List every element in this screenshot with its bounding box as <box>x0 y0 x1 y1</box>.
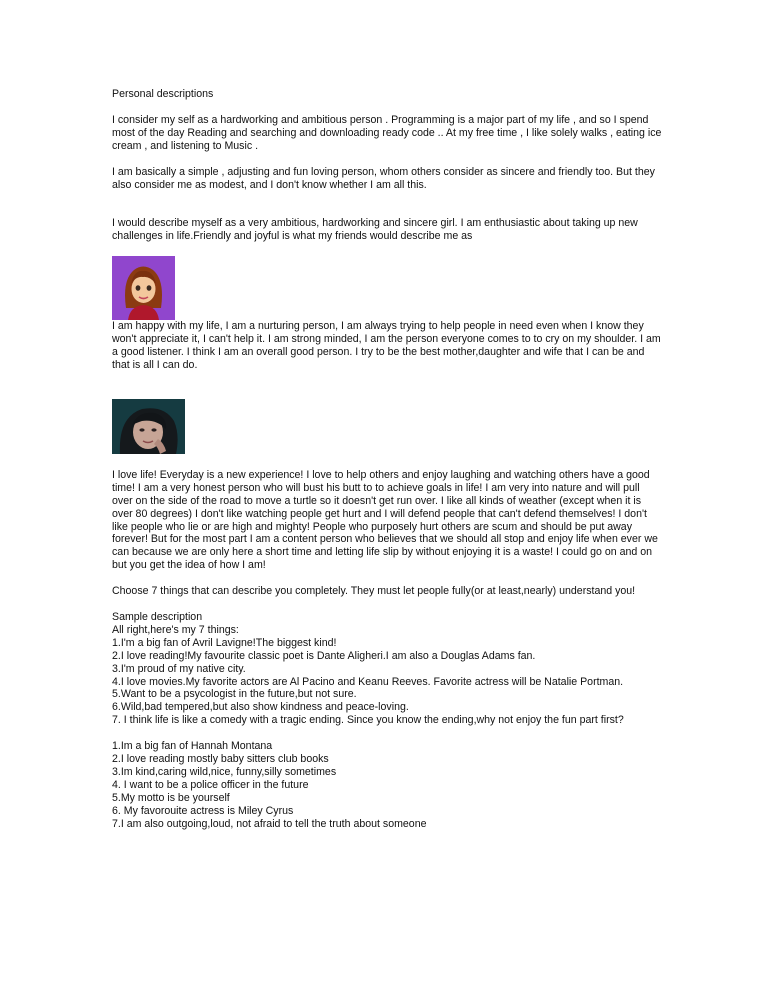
document-title: Personal descriptions <box>112 88 214 100</box>
list-spacer <box>112 727 663 740</box>
list-item: 6. My favorouite actress is Miley Cyrus <box>112 804 294 817</box>
paragraph-choose-seven: Choose 7 things that can describe you completely. They must let people fully(or at least,nearly) understand you! <box>112 585 636 598</box>
list-item: 1.Im a big fan of Hannah Montana <box>112 740 273 753</box>
paragraph-programmer: I consider my self as a hardworking and ambitious person . Programming is a major part of my life , and so I spend most of the day Reading and searching and downloading ready code .. At my free time , I like solely walks , eating ice cream , and listening to Music . <box>112 113 662 152</box>
list-item: 3.Im kind,caring wild,nice, funny,silly sometimes <box>112 766 337 778</box>
paragraph-simple-person: I am basically a simple , adjusting and fun loving person, whom others consider as sincere and friendly too. But they also consider me as modest, and I don't know whether I am all this. <box>112 165 655 191</box>
list-item: 5.My motto is be yourself <box>112 791 230 804</box>
list-item: 3.I'm proud of my native city. <box>112 662 246 675</box>
paragraph-love-life: I love life! Everyday is a new experience! I love to help others and enjoy laughing and watching others have a good time! I am a very honest person who will bust his butt to to achieve goals in life! I am very into nature and will pull over on the side of the road to move a turtle so it doesn't get run over. I like all kinds of weather (except when it is over 80 degrees) I don't like watching people get hurt and I will defend people that can't defend themselves! I don't like people who lie or are high and mighty! People who purposely hurt others are scum and should be put away forever! But for the most part I am a content person who believes that we should all stop and enjoy life when ever we can because we are only here a short time and letting life slip by without enjoying it is a waste! I could go on and on but you get the idea of how I am! <box>112 468 658 572</box>
sample-intro: All right,here's my 7 things: <box>112 623 239 636</box>
list-item: 5.Want to be a psycologist in the future,but not sure. <box>112 688 357 701</box>
list-item: 7. I think life is like a comedy with a tragic ending. Since you know the ending,why not enjoy the fun part first? <box>112 714 624 727</box>
list-item: 4. I want to be a police officer in the future <box>112 778 309 791</box>
list-item: 4.I love movies.My favorite actors are Al Pacino and Keanu Reeves. Favorite actress will be Natalie Portman. <box>112 675 624 688</box>
list-item: 7.I am also outgoing,loud, not afraid to tell the truth about someone <box>112 817 427 830</box>
paragraph-nurturing-mother: I am happy with my life, I am a nurturing person, I am always trying to help people in need even when I know they won't appreciate it, I can't help it. I am strong minded, I am the person everyone comes to to cry on my shoulder. I am a good listener. I think I am an overall good person. I try to be the best mother,daughter and wife that I can be and that is all I can do. <box>112 320 661 371</box>
list-item: 6.Wild,bad tempered,but also show kindness and peace-loving. <box>112 701 409 714</box>
portrait-photo-image <box>112 399 185 454</box>
list-item: 2.I love reading!My favourite classic poet is Dante Aligheri.I am also a Douglas Adams fan. <box>112 649 536 662</box>
list-item: 1.I'm a big fan of Avril Lavigne!The biggest kind! <box>112 636 337 649</box>
sample-description-section <box>112 611 663 831</box>
paragraph-ambitious-girl: I would describe myself as a very ambitious, hardworking and sincere girl. I am enthusiastic about taking up new challenges in life.Friendly and joyful is what my friends would describe me as <box>112 217 638 243</box>
cartoon-avatar-image <box>112 256 175 320</box>
sample-heading: Sample description <box>112 611 203 624</box>
list-item: 2.I love reading mostly baby sitters club books <box>112 753 329 766</box>
